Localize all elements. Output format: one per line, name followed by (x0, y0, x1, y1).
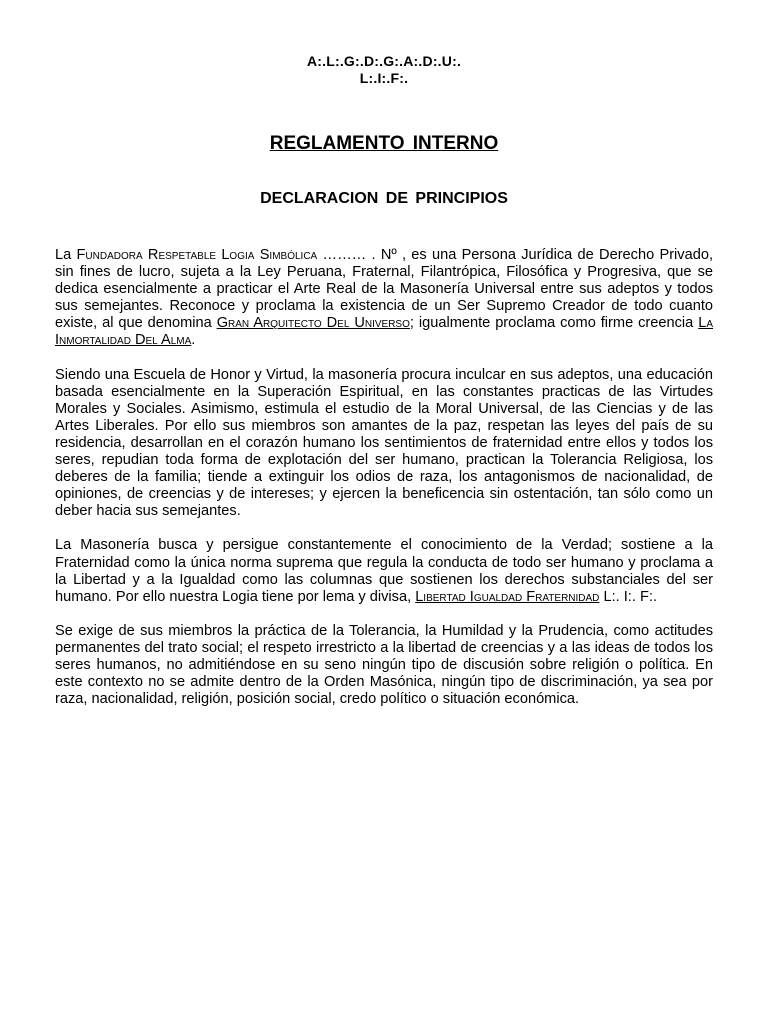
paragraph-1-text-a: La (55, 247, 77, 263)
gadu-term: Gran Arquitecto Del Universo (216, 315, 410, 332)
motto-term: Libertad Igualdad Fraternidad (415, 588, 600, 605)
paragraph-1-text-b: ……… . Nº , es una Persona Jurídica de Derecho Privado, sin fines de lucro, sujeta a la Ley Peruana, Fraternal, Filantrópica, Filosófica y Progresiva, que se dedica esencialmente a practicar el Arte Real de la Masonería Universal entre sus adeptos y todos sus semejantes. Reconoce y proclama la existencia de un Ser Supremo Creador de todo cuanto existe, al que denomina (55, 247, 714, 332)
header-lodge-acronym: L:.I:.F:. (359, 70, 409, 86)
paragraph-4: Se exige de sus miembros la práctica de la Tolerancia, la Humildad y la Prudencia, como actitudes permanentes del trato social; el respeto irrestricto a la libertad de creencias y a las ideas de todos los seres humanos, no admitiéndose en su seno ningún tipo de discusión sobre religión o política. En este contexto no se admite dentro de la Orden Masónica, ningún tipo de discriminación, ya sea por raza, nacionalidad, religión, posición social, credo político o situación económica. (55, 622, 713, 708)
paragraph-1-text-d: . (191, 332, 196, 349)
immortality-term: La Inmortalidad Del Alma (55, 315, 713, 349)
document-body (55, 247, 713, 725)
paragraph-3 (55, 537, 713, 605)
header-acronym: A:.L:.G:.D:.G:.A:.D:.U:. (306, 53, 462, 69)
paragraph-3-text-b: L:. I:. F:. (599, 588, 657, 605)
document-title: REGLAMENTO INTERNO (269, 133, 499, 154)
section-title: DECLARACION DE PRINCIPIOS (260, 190, 508, 207)
paragraph-1 (55, 247, 713, 350)
paragraph-1-text-c: ; igualmente proclama como firme creencia (409, 315, 699, 332)
paragraph-3-text-a: La Masonería busca y persigue constantemente el conocimiento de la Verdad; sostiene a la Fraternidad como la única norma suprema que regula la conducta de todo ser humano y proclama a la Libertad y a la Igualdad como las columnas que sostienen los derechos substanciales del ser humano. Por ello nuestra Logia tiene por lema y divisa, (55, 537, 713, 605)
lodge-name: Fundadora Respetable Logia Simbólica (76, 247, 318, 263)
paragraph-2: Siendo una Escuela de Honor y Virtud, la masonería procura inculcar en sus adeptos, una educación basada esencialmente en la Superación Espiritual, en las constantes practicas de las Virtudes Morales y Sociales. Asimismo, estimula el estudio de la Moral Universal, de las Ciencias y de las Artes Liberales. Por ello sus miembros son amantes de la paz, respetan las leyes del país de su residencia, desarrollan en el corazón humano los sentimientos de fraternidad entre ellos y todos los seres, repudian toda forma de explotación del ser humano, practican la Tolerancia Religiosa, los deberes de la familia; tiende a extinguir los odios de raza, los antagonismos de nacionalidad, de opiniones, de creencias y de intereses; y ejercen la beneficencia sin ostentación, tan sólo como un deber hacia sus semejantes. (55, 366, 713, 520)
